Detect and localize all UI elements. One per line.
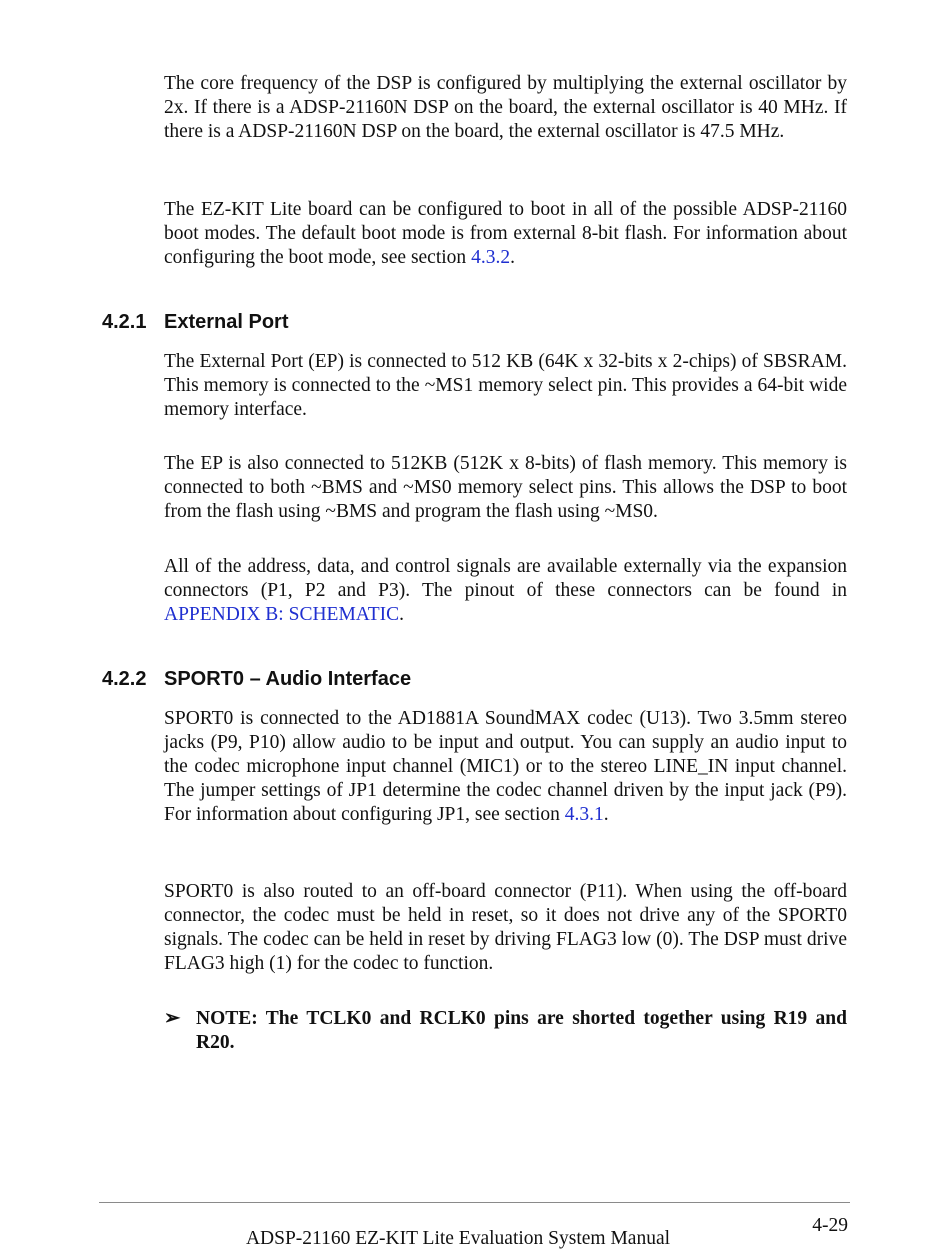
section-4-3-2-link[interactable]: 4.3.2 — [471, 247, 511, 268]
section-title: SPORT0 – Audio Interface — [164, 668, 412, 690]
footer-manual-title: ADSP-21160 EZ-KIT Lite Evaluation System Manual — [245, 1228, 671, 1249]
note-block — [164, 1007, 847, 1055]
sport0-paragraph-off-board — [164, 880, 847, 976]
intro-paragraph-boot-modes-end: . — [510, 247, 515, 268]
appendix-b-schematic-link[interactable]: APPENDIX B: SCHEMATIC — [164, 604, 400, 625]
section-heading-external-port — [102, 310, 288, 334]
sport0-paragraph-off-board-text: SPORT0 is also routed to an off-board connector (P11). When using the off-board connector, the codec must be held in reset, so it does not drive any of the SPORT0 signals. The codec can be held in reset by driving FLAG3 low (0). The DSP must drive FLAG3 high (1) for the codec to function. — [164, 881, 847, 974]
intro-paragraph-boot-modes-text: The EZ-KIT Lite board can be configured to boot in all of the possible ADSP-21160 boot modes. The default boot mode is from external 8-bit flash. For information about configuring the boot mode, see section — [164, 199, 847, 268]
external-port-paragraph-flash-text: The EP is also connected to 512KB (512K x 8-bits) of flash memory. This memory is connected to both ~BMS and ~MS0 memory select pins. This allows the DSP to boot from the flash using ~BMS and program the flash using ~MS0. — [164, 453, 847, 522]
external-port-paragraph-connectors-end: . — [399, 604, 404, 625]
sport0-paragraph-codec-text: SPORT0 is connected to the AD1881A SoundMAX codec (U13). Two 3.5mm stereo jacks (P9, P10) allow audio to be input and output. You can supply an audio input to the codec microphone input channel (MIC1) or to the stereo LINE_IN input channel. The jumper settings of JP1 determine the codec channel driven by the input jack (P9). For information about configuring JP1, see section — [164, 708, 847, 825]
sport0-paragraph-codec-end: . — [603, 804, 609, 825]
intro-paragraph-oscillator-text: The core frequency of the DSP is configured by multiplying the external oscillator by 2x. If there is a ADSP-21160N DSP on the board, the external oscillator is 40 MHz. If there is a ADSP-21160N DSP on the board, the external oscillator is 47.5 MHz. — [164, 73, 847, 142]
arrow-bullet-icon: ➢ — [164, 1008, 181, 1029]
section-4-3-1-link[interactable]: 4.3.1 — [564, 804, 604, 825]
external-port-paragraph-sbsram-text: The External Port (EP) is connected to 512 KB (64K x 32-bits x 2-chips) of SBSRAM. This memory is connected to the ~MS1 memory select pin. This provides a 64-bit wide memory interface. — [164, 351, 847, 420]
sport0-paragraph-codec — [164, 707, 847, 827]
page-number: 4-29 — [812, 1215, 848, 1236]
section-heading-sport0-audio — [102, 667, 411, 691]
external-port-paragraph-sbsram — [164, 350, 847, 422]
intro-paragraph-oscillator — [164, 72, 847, 144]
section-title: External Port — [164, 311, 289, 333]
external-port-paragraph-flash — [164, 452, 847, 524]
footer-divider — [99, 1202, 850, 1203]
section-number: 4.2.2 — [102, 668, 147, 690]
external-port-paragraph-connectors — [164, 555, 847, 627]
external-port-paragraph-connectors-text: All of the address, data, and control signals are available externally via the expansion connectors (P1, P2 and P3). The pinout of these connectors can be found in — [164, 556, 847, 601]
intro-paragraph-boot-modes — [164, 198, 847, 270]
note-text: NOTE: The TCLK0 and RCLK0 pins are shorted together using R19 and R20. — [196, 1008, 847, 1053]
section-number: 4.2.1 — [102, 311, 147, 333]
